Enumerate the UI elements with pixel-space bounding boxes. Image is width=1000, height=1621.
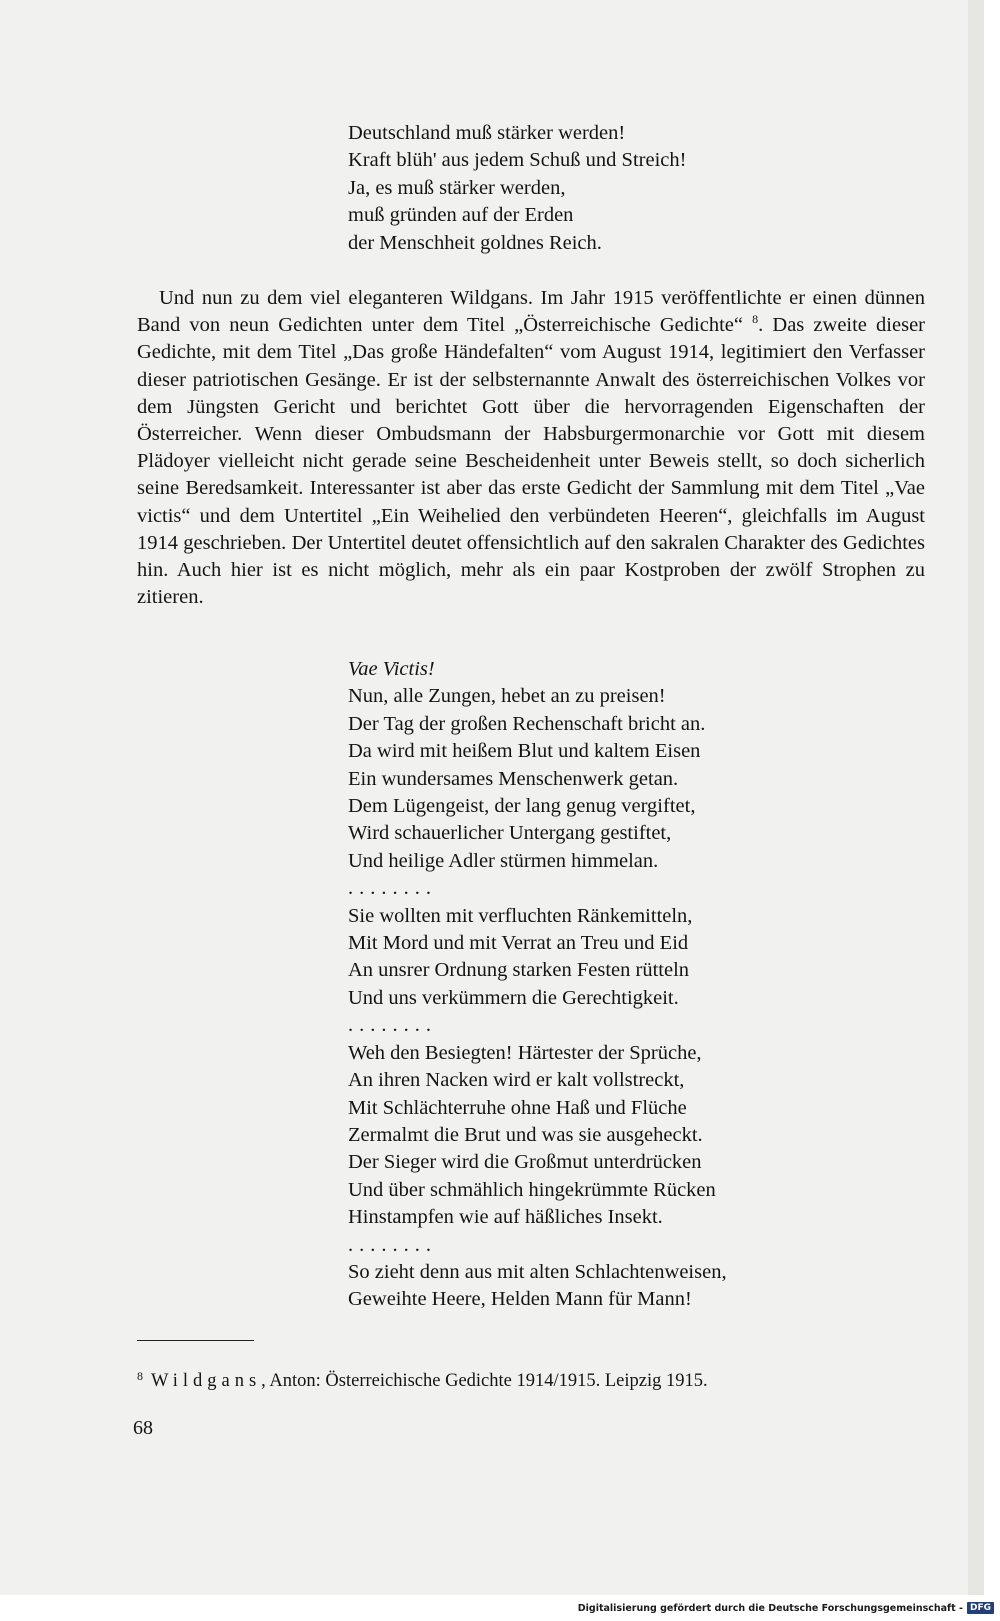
verse-line: Dem Lügengeist, der lang genug vergiftet, — [348, 795, 696, 818]
verse-line: Sie wollten mit verfluchten Ränkemitteln, — [348, 904, 693, 927]
footnote-author: Wildgans — [151, 1371, 262, 1391]
page-edge-shadow — [968, 0, 984, 1595]
footnote-citation: , Anton: Österreichische Gedichte 1914/1915. Leipzig 1915. — [261, 1371, 708, 1391]
paragraph-text-part1: Und nun zu dem viel eleganteren Wildgans. Im Jahr 1915 veröffentlichte er einen dünnen Band von neun Gedichten unter dem Titel „Österreichische Gedichte“ — [137, 287, 925, 337]
verse-line: Mit Mord und mit Verrat an Treu und Eid — [348, 932, 689, 955]
dfg-logo: DFG — [967, 1602, 994, 1614]
footnote — [137, 1364, 937, 1393]
verse-line: An ihren Nacken wird er kalt vollstreckt, — [348, 1069, 685, 1092]
digitization-banner — [578, 1600, 994, 1616]
stanza-ellipsis: ........ — [348, 1233, 437, 1256]
paragraph-text-part2: . Das zweite dieser Gedichte, mit dem Titel „Das große Händefalten“ vom August 1914, legitimiert den Verfasser dieser patriotischen Gesänge. Er ist der selbsternannte Anwalt des österreichischen Volkes vor dem Jüngsten Gericht und berichtet Gott über die hervorragenden Eigenschaften der Österreicher. Wenn dieser Ombudsmann der Habsburgermonarchie vor Gott mit diesem Plädoyer vielleicht nicht gerade seine Bescheidenheit unter Beweis stellt, so doch sicherlich seine Beredsamkeit. Interessanter ist aber das erste Gedicht der Sammlung mit dem Titel „Vae victis“ und dem Untertitel „Ein Weihelied den verbündeten Heeren“, gleichfalls im August 1914 geschrieben. Der Untertitel deutet offensichtlich auf den sakralen Charakter des Gedichtes hin. Auch hier ist es nicht möglich, mehr als ein paar Kostproben der zwölf Strophen zu zitieren. — [137, 314, 925, 609]
verse-line: Mit Schlächterruhe ohne Haß und Flüche — [348, 1096, 687, 1119]
poem-vae-victis — [348, 656, 908, 1314]
verse-line: Kraft blüh' aus jedem Schuß und Streich! — [348, 149, 687, 172]
banner-text: Digitalisierung gefördert durch die Deutsche Forschungsgemeinschaft - — [577, 1602, 963, 1614]
verse-line: Deutschland muß stärker werden! — [348, 122, 626, 144]
verse-line: Wird schauerlicher Untergang gestiftet, — [348, 822, 672, 845]
body-paragraph — [137, 285, 925, 611]
verse-line: Der Tag der großen Rechenschaft bricht an. — [348, 712, 706, 735]
verse-line: muß gründen auf der Erden — [348, 204, 574, 227]
verse-line: An unsrer Ordnung starken Festen rütteln — [348, 959, 690, 982]
stanza-ellipsis: ........ — [348, 1014, 437, 1037]
verse-line: Hinstampfen wie auf häßliches Insekt. — [348, 1206, 663, 1229]
verse-line: Der Sieger wird die Großmut unterdrücken — [348, 1151, 702, 1174]
verse-line: Und über schmählich hingekrümmte Rücken — [348, 1178, 716, 1201]
stanza-ellipsis: ........ — [348, 877, 437, 900]
opening-verse — [348, 120, 908, 257]
verse-line: Zermalmt die Brut und was sie ausgeheckt. — [348, 1123, 703, 1146]
footnote-reference: 8 — [752, 312, 759, 327]
verse-line: der Menschheit goldnes Reich. — [348, 231, 602, 254]
verse-line: Ja, es muß stärker werden, — [348, 176, 566, 199]
verse-line: Und uns verkümmern die Gerechtigkeit. — [348, 986, 679, 1009]
verse-line: Geweihte Heere, Helden Mann für Mann! — [348, 1288, 692, 1311]
poem-title: Vae Victis! — [348, 658, 435, 680]
footnote-divider — [137, 1340, 254, 1341]
verse-line: Und heilige Adler stürmen himmelan. — [348, 849, 659, 872]
verse-line: Weh den Besiegten! Härtester der Sprüche, — [348, 1041, 702, 1064]
footnote-marker: 8 — [137, 1369, 143, 1383]
verse-line: Nun, alle Zungen, hebet an zu preisen! — [348, 685, 666, 708]
page-number: 68 — [133, 1417, 153, 1439]
verse-line: Da wird mit heißem Blut und kaltem Eisen — [348, 740, 701, 763]
verse-line: So zieht denn aus mit alten Schlachtenweisen, — [348, 1260, 727, 1283]
verse-line: Ein wundersames Menschenwerk getan. — [348, 767, 679, 790]
